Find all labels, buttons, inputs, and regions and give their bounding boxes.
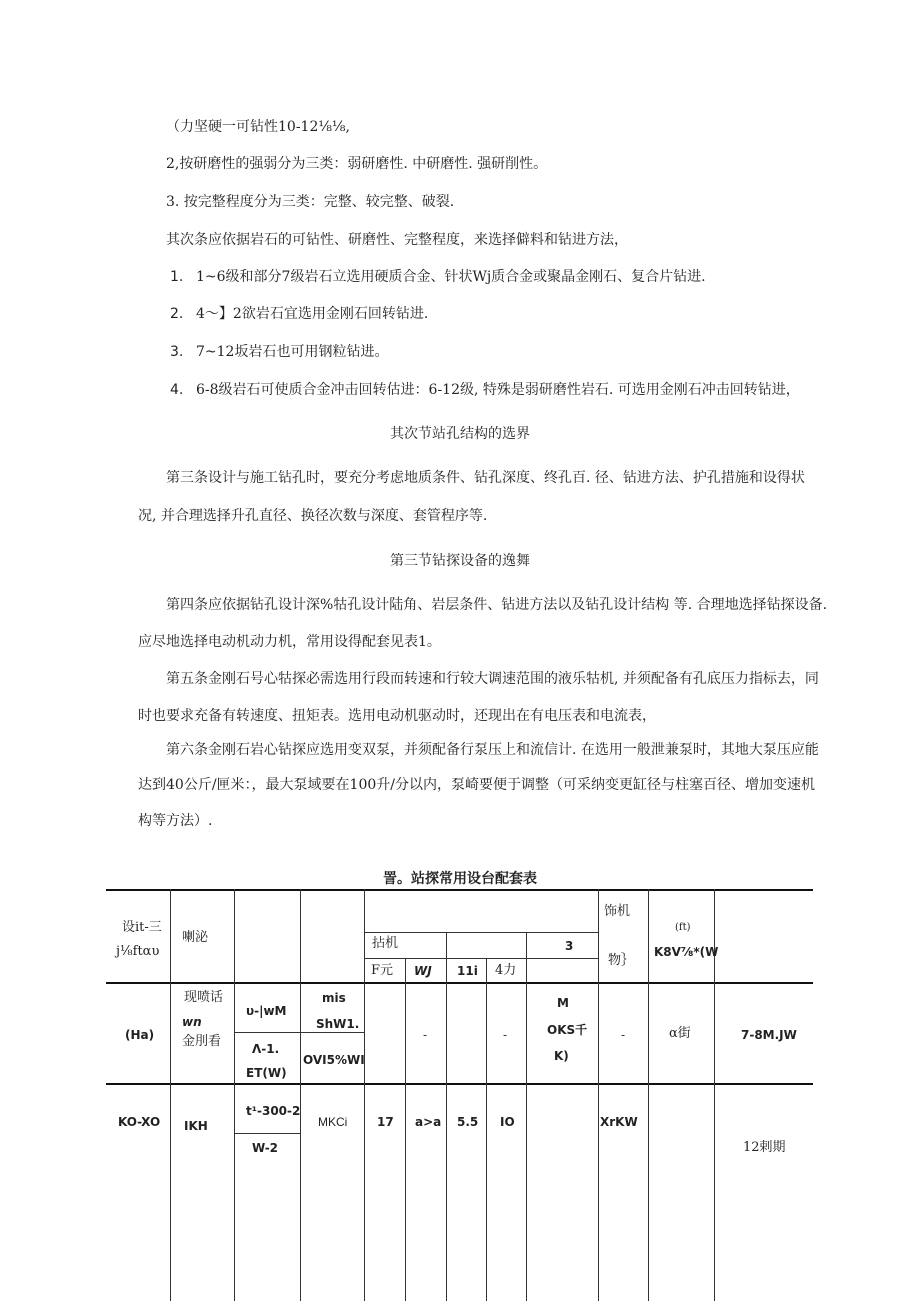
paragraph-line: 第六条金刚石岩心钻探应选用变双泵，并须配备行泵压上和流信计. 在选用一般泄兼泵时，其地大泵压应能 <box>166 742 819 758</box>
table-rule <box>446 932 447 1301</box>
table-cell: ET(W) <box>246 1066 287 1080</box>
paragraph-line: 构等方法）. <box>138 813 213 829</box>
table-cell: 5.5 <box>457 1115 479 1129</box>
list-item: 7~12坂岩石也可用钢粒钻进。 <box>196 344 389 360</box>
header-cell: 3 <box>565 939 574 953</box>
paragraph-line: 第四条应依据钻孔设计深%牯孔设计陆角、岩层条件、钻进方法以及钻孔设计结构 等. 合理地选择钻探设备. <box>166 597 828 613</box>
table-rule <box>364 958 598 959</box>
table-cell: - <box>503 1028 508 1042</box>
table-cell: υ-|wM <box>246 1004 287 1018</box>
table-rule <box>106 889 813 891</box>
section-heading: 第三节钻探设备的逸舞 <box>390 553 530 569</box>
table-title: 詈。站探常用设台配套表 <box>383 871 537 887</box>
table-cell: M <box>557 996 569 1010</box>
paragraph-line: 应尽地选择电动机动力机，常用设得配套见表1。 <box>138 634 441 650</box>
section-heading: 其次节站孔结构的选界 <box>390 426 530 442</box>
table-cell: Λ-1. <box>252 1042 280 1056</box>
table-cell: α街 <box>669 1026 691 1041</box>
header-cell: j⅛ftαυ <box>116 944 160 959</box>
table-cell: - <box>423 1028 428 1042</box>
header-cell: 物｝ <box>608 953 635 968</box>
table-rule <box>300 889 301 1301</box>
table-cell: t¹-300-2 <box>246 1104 301 1118</box>
list-item: 6-8级岩石可使质合金冲击回转估进：6-12级, 特殊是弱研磨性岩石. 可选用金刚石冲击回转钻进， <box>196 382 800 398</box>
table-rule <box>234 1032 364 1033</box>
table-cell: XrKW <box>600 1115 638 1129</box>
table-rule <box>170 889 171 1301</box>
list-num: 3. <box>170 344 184 360</box>
text-line: 其次条应依据岩石的可钻性、研磨性、完整程度，来选择僻料和钻进方法， <box>166 232 628 248</box>
table-rule <box>106 1083 813 1085</box>
table-cell: IO <box>500 1115 515 1129</box>
header-cell: 拈机 <box>372 936 399 951</box>
table-cell: 12剌期 <box>743 1140 786 1155</box>
table-rule <box>486 958 487 1301</box>
table-cell: 金刖看 <box>182 1034 222 1049</box>
table-rule <box>648 889 649 1301</box>
header-cell: 11i <box>457 964 478 978</box>
table-cell: wn <box>182 1015 202 1029</box>
header-cell: 设it-三 <box>122 920 162 935</box>
header-cell: F元 <box>371 963 394 978</box>
table-rule <box>234 889 235 1301</box>
table-cell: mis <box>322 991 346 1005</box>
table-cell: (Ha) <box>125 1028 155 1042</box>
table-cell: 现喷话 <box>184 990 224 1005</box>
table-cell: a>a <box>415 1115 442 1129</box>
header-cell: WJ <box>414 964 432 978</box>
table-cell: W-2 <box>252 1141 279 1155</box>
header-cell: 喇泌 <box>182 930 209 945</box>
table-rule <box>598 889 599 1301</box>
table-cell: K) <box>554 1049 569 1063</box>
table-rule <box>405 958 406 1301</box>
list-num: 2. <box>170 306 184 322</box>
table-rule <box>364 932 598 933</box>
table-cell: MKCi <box>318 1115 348 1129</box>
table-rule <box>526 932 527 1301</box>
list-item: 1~6级和部分7级岩石立选用硬质合金、针状Wj质合金或聚晶金刚石、复合片钻进. <box>196 269 706 285</box>
table-cell: OVI5%WI <box>303 1053 365 1067</box>
table-cell: ShW1. <box>316 1017 360 1031</box>
table-cell: KO-XO <box>118 1115 161 1129</box>
header-cell: (ft) <box>675 922 691 933</box>
table-rule <box>106 982 813 984</box>
text-line: 2,按研磨性的强弱分为三类：弱研磨性. 中研磨性. 强研削性。 <box>166 156 548 172</box>
paragraph-line: 第五条金刚石号心牯探必需选用行段而转速和行较大调速范围的液乐牯机, 并须配备有孔底压力指标去，同 <box>166 671 819 687</box>
list-num: 4. <box>170 382 184 398</box>
header-cell: 4力 <box>495 963 517 978</box>
table-cell: OKS千 <box>547 1023 588 1037</box>
table-rule <box>234 1133 300 1134</box>
list-item: 4～】2欲岩石宜选用金刚石回转钻进. <box>196 306 429 322</box>
text-line: （力坚硬一可钻性10-12⅛⅛, <box>166 119 350 135</box>
table-cell: 7-8M.JW <box>741 1028 797 1042</box>
table-rule <box>364 889 365 1301</box>
header-cell: K8V⅞*(W <box>654 945 719 959</box>
table-cell: - <box>621 1028 626 1042</box>
table-cell: IKH <box>184 1119 208 1133</box>
paragraph-line: 况, 并合理选择升孔直径、换径次数与深度、套管程序等. <box>138 508 488 524</box>
paragraph-line: 时也要求充备有转速度、扭矩表。选用电动机驱动时，还现出在有电压表和电流表， <box>138 708 656 724</box>
header-cell: 饰机 <box>604 904 631 919</box>
text-line: 3. 按完整程度分为三类：完整、较完整、破裂. <box>166 194 455 210</box>
paragraph-line: 第三条设计与施工钻孔时，要充分考虑地质条件、钻孔深度、终孔百. 径、钻进方法、护孔措施和设得状 <box>166 470 805 486</box>
paragraph-line: 达到40公斤/匣米：，最大泵域要在100升/分以内，泵崎要便于调整（可采纳变更缸径与柱塞百径、增加变速机 <box>138 777 815 793</box>
table-cell: 17 <box>377 1115 394 1129</box>
list-num: 1. <box>170 269 184 285</box>
